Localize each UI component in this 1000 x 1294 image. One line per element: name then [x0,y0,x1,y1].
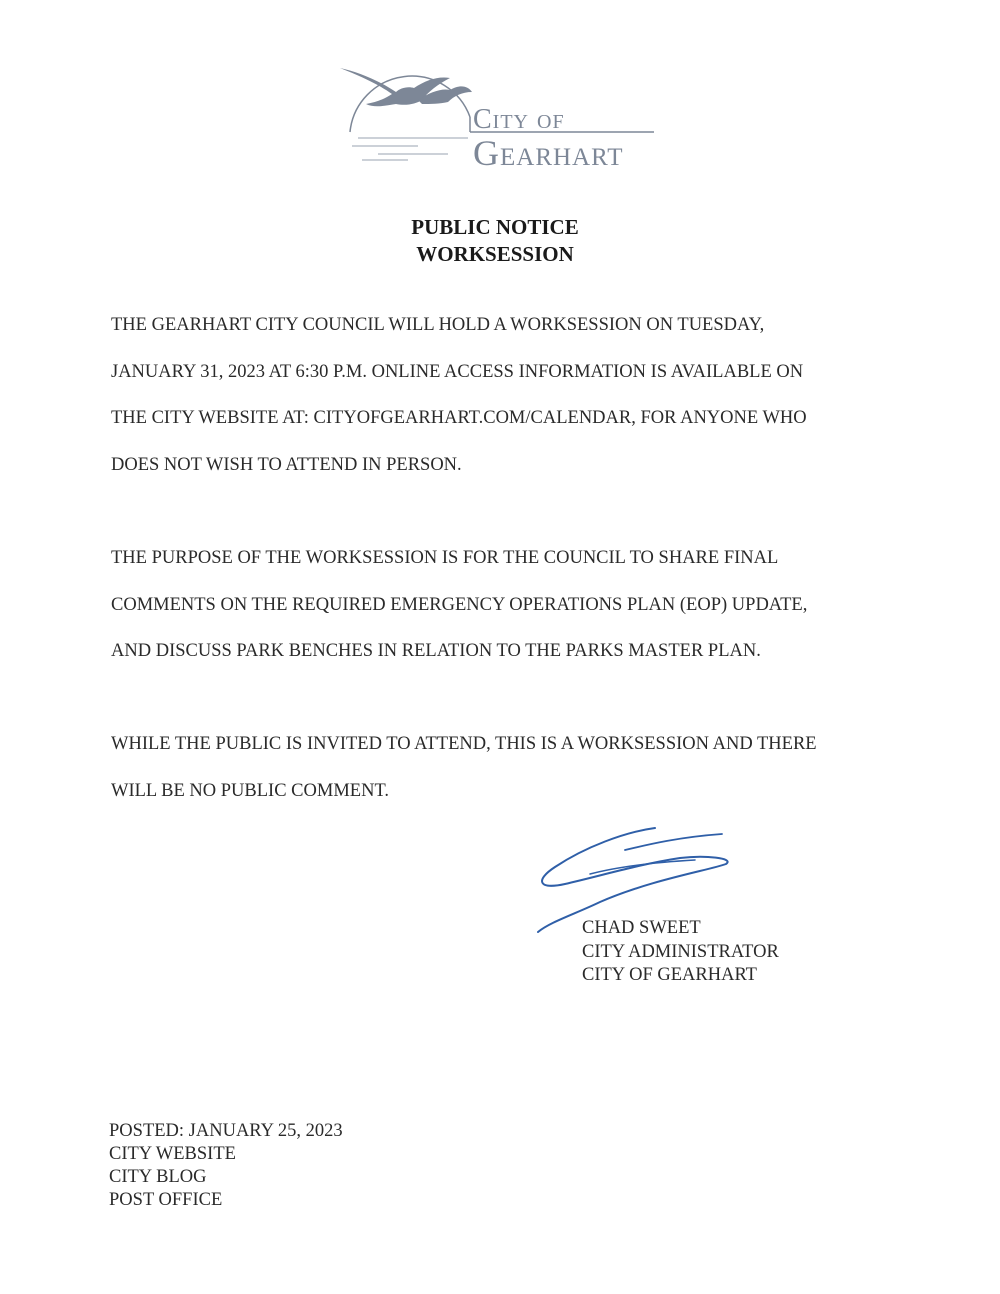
text-line: THE GEARHART CITY COUNCIL WILL HOLD A WORKSESSION ON TUESDAY, [111,315,765,335]
logo-text-city-of: City of [473,104,565,135]
signatory-name: CHAD SWEET [582,918,701,938]
signatory-org: CITY OF GEARHART [582,965,757,985]
signatory-role: CITY ADMINISTRATOR [582,941,779,962]
text-line: DOES NOT WISH TO ATTEND IN PERSON. [111,454,462,475]
notice-title [0,214,1000,268]
posted-date: POSTED: JANUARY 25, 2023 [109,1121,343,1141]
city-logo [338,62,658,172]
text-line: THE CITY WEBSITE AT: CITYOFGEARHART.COM/CALENDAR, FOR ANYONE WHO [111,408,807,428]
signatory-block [582,917,779,988]
title-worksession: WORKSESSION [416,242,574,266]
posting-location: CITY WEBSITE [109,1144,236,1164]
paragraph-purpose [111,535,911,675]
text-line: COMMENTS ON THE REQUIRED EMERGENCY OPERATIONS PLAN (EOP) UPDATE, [111,594,808,615]
paragraph-public-comment [111,721,911,814]
text-line: THE PURPOSE OF THE WORKSESSION IS FOR THE COUNCIL TO SHARE FINAL [111,548,779,568]
paragraph-meeting-info [111,302,911,488]
posting-location: POST OFFICE [109,1190,223,1210]
title-public-notice: PUBLIC NOTICE [411,215,579,239]
text-line: AND DISCUSS PARK BENCHES IN RELATION TO THE PARKS MASTER PLAN. [111,641,761,661]
text-line: WHILE THE PUBLIC IS INVITED TO ATTEND, THIS IS A WORKSESSION AND THERE [111,734,817,754]
posting-location: CITY BLOG [109,1167,207,1187]
text-line: JANUARY 31, 2023 AT 6:30 P.M. ONLINE ACCESS INFORMATION IS AVAILABLE ON [111,361,804,382]
logo-text-gearhart: Gearhart [473,133,624,173]
text-line: WILL BE NO PUBLIC COMMENT. [111,780,389,801]
posting-info [109,1120,343,1212]
